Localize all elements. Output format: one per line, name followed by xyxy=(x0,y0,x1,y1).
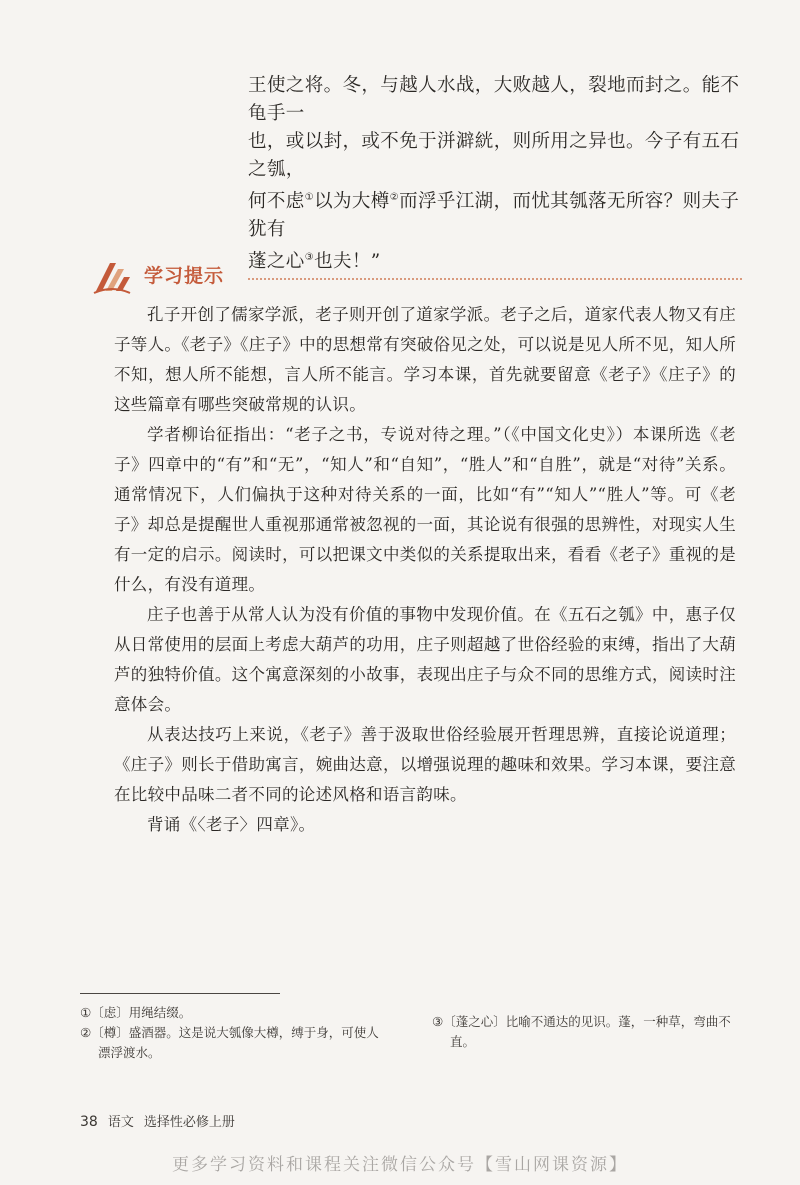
study-tips-header xyxy=(92,257,742,297)
footnote-1: ①〔虑〕用绳结缀。 xyxy=(80,1005,192,1020)
excerpt-line-1: 王使之将。冬，与越人水战，大败越人，裂地而封之。能不龟手一 xyxy=(248,75,740,124)
page-footer xyxy=(80,1111,235,1130)
excerpt-text: 而浮乎江湖，而忧其瓠落无所容？则夫子犹有 xyxy=(248,191,740,240)
footnotes-right xyxy=(432,1012,752,1052)
footnote-marker-1: ① xyxy=(304,192,315,203)
footnote-2: ②〔樽〕盛酒器。这是说大瓠像大樽，缚于身，可使人漂浮渡水。 xyxy=(80,1025,379,1060)
dotted-divider xyxy=(248,278,742,280)
excerpt-text: 蓬之心 xyxy=(248,251,305,272)
footnote-divider xyxy=(80,993,280,994)
paragraph-2: 学者柳诒征指出：“老子之书，专说对待之理。”（《中国文化史》）本课所选《老子》四章中的“有”和“无”，“知人”和“自知”，“胜人”和“自胜”，就是“对待”关系。通常情况下，人们偏执于这种对待关系的一面，比如“有”“知人”“胜人”等。可《老子》却总是提醒世人重视那通常被忽视的一面，其论说有很强的思辨性，对现实人生有一定的启示。阅读时，可以把课文中类似的关系提取出来，看看《老子》重视的是什么，有没有道理。 xyxy=(114,425,736,594)
paragraph-1: 孔子开创了儒家学派，老子则开创了道家学派。老子之后，道家代表人物又有庄子等人。《老子》《庄子》中的思想常有突破俗见之处，可以说是见人所不见，知人所不知，想人所不能想，言人所不能言。学习本课，首先就要留意《老子》《庄子》的这些篇章有哪些突破常规的认识。 xyxy=(114,305,736,414)
watermark-text: 更多学习资料和课程关注微信公众号【雪山网课资源】 xyxy=(172,1155,628,1175)
page-number: 38 xyxy=(80,1114,98,1130)
paragraph-5: 背诵《〈老子〉四章》。 xyxy=(147,815,316,834)
excerpt-text: 以为大樽 xyxy=(314,191,390,212)
footnotes-left xyxy=(80,1003,390,1063)
paragraph-3: 庄子也善于从常人认为没有价值的事物中发现价值。在《五石之瓠》中，惠子仅从日常使用的层面上考虑大葫芦的功用，庄子则超越了世俗经验的束缚，指出了大葫芦的独特价值。这个寓意深刻的小故事，表现出庄子与众不同的思维方式，阅读时注意体会。 xyxy=(114,605,736,714)
subject-label: 语文 xyxy=(107,1115,134,1130)
excerpt-line-2: 也，或以封，或不免于洴澼絖，则所用之异也。今子有五石之瓠， xyxy=(248,131,740,180)
excerpt-passage xyxy=(248,72,748,276)
study-tips-icon xyxy=(92,257,132,295)
excerpt-text: 何不虑 xyxy=(248,191,305,212)
footnote-marker-3: ③ xyxy=(304,252,315,263)
volume-label: 选择性必修上册 xyxy=(143,1115,235,1130)
footnote-marker-2: ② xyxy=(389,192,400,203)
excerpt-line-3 xyxy=(248,184,748,244)
study-tips-body xyxy=(114,300,736,840)
section-title: 学习提示 xyxy=(144,265,225,287)
excerpt-text: 也夫！” xyxy=(314,251,381,272)
paragraph-4: 从表达技巧上来说，《老子》善于汲取世俗经验展开哲理思辨，直接论说道理；《庄子》则长于借助寓言，婉曲达意，以增强说理的趣味和效果。学习本课，要注意在比较中品味二者不同的论述风格和语言韵味。 xyxy=(114,725,736,804)
footnote-3: ③〔蓬之心〕比喻不通达的见识。蓬，一种草，弯曲不直。 xyxy=(432,1014,731,1049)
